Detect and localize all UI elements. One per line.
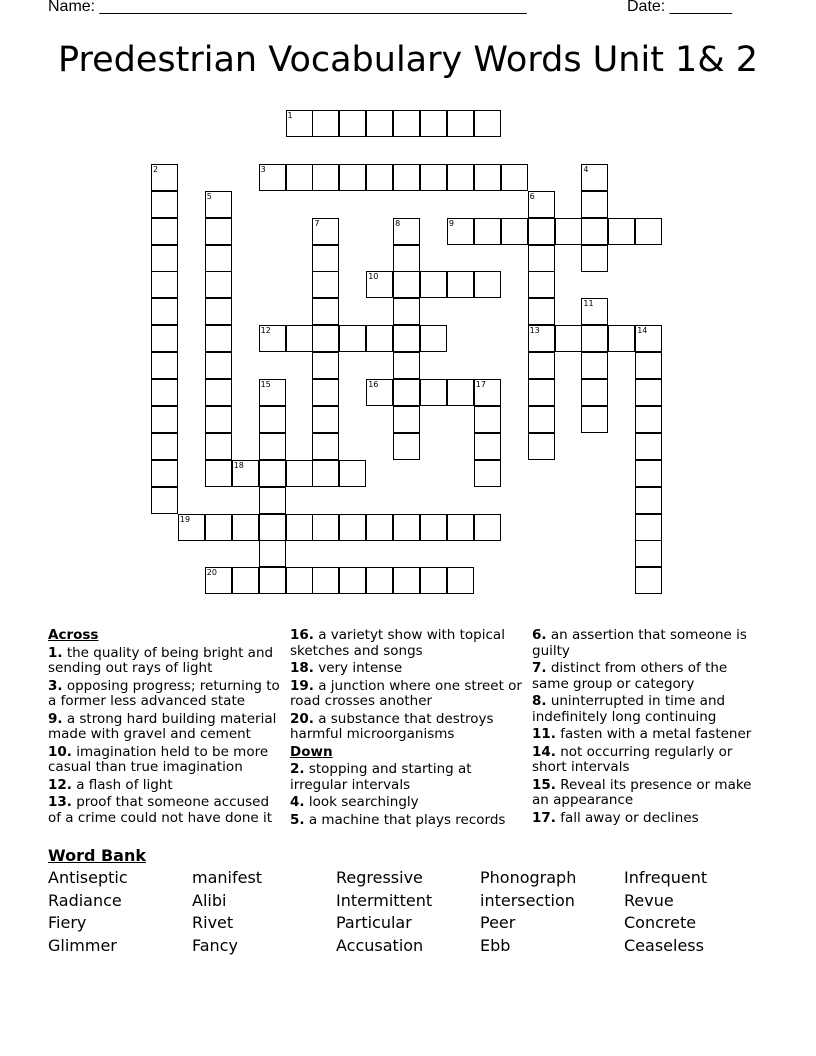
grid-cell[interactable] bbox=[581, 191, 608, 218]
grid-cell[interactable] bbox=[259, 433, 286, 460]
grid-cell[interactable] bbox=[393, 379, 420, 406]
grid-cell[interactable] bbox=[393, 218, 420, 245]
clue-number: 17. bbox=[532, 809, 556, 826]
grid-cell[interactable] bbox=[205, 352, 232, 379]
grid-cell[interactable] bbox=[259, 514, 286, 541]
grid-cell[interactable] bbox=[312, 325, 339, 352]
grid-cell[interactable] bbox=[366, 110, 393, 137]
grid-cell[interactable] bbox=[312, 110, 339, 137]
grid-cell[interactable] bbox=[312, 567, 339, 594]
clue-number: 3. bbox=[48, 677, 63, 694]
grid-cell[interactable] bbox=[528, 325, 555, 352]
clue-number: 15 bbox=[260, 380, 271, 389]
clue bbox=[532, 661, 764, 692]
grid-cell[interactable] bbox=[151, 191, 178, 218]
word-bank-word: manifest bbox=[192, 868, 263, 887]
down-heading: Down bbox=[290, 743, 333, 760]
clue-text: a junction where one street or road crosses another bbox=[290, 677, 522, 709]
grid-cell[interactable] bbox=[528, 191, 555, 218]
word-bank-column bbox=[192, 867, 262, 957]
clue-text: opposing progress; returning to a former less advanced state bbox=[48, 677, 280, 709]
grid-cell[interactable] bbox=[635, 406, 662, 433]
grid-cell[interactable] bbox=[366, 379, 393, 406]
grid-cell[interactable] bbox=[178, 514, 205, 541]
clue bbox=[48, 745, 280, 776]
grid-cell[interactable] bbox=[286, 325, 313, 352]
clue-text: fasten with a metal fastener bbox=[555, 726, 752, 742]
word-bank-word: Revue bbox=[624, 890, 674, 910]
grid-cell[interactable] bbox=[205, 460, 232, 487]
grid-cell[interactable] bbox=[528, 245, 555, 272]
grid-cell[interactable] bbox=[474, 164, 501, 191]
clue-number: 14 bbox=[637, 326, 648, 336]
clue bbox=[48, 646, 280, 677]
grid-cell[interactable] bbox=[259, 379, 286, 406]
clue-number: 9. bbox=[48, 710, 63, 727]
clue-number: 19. bbox=[290, 677, 314, 694]
grid-cell[interactable] bbox=[393, 514, 420, 541]
grid-cell[interactable] bbox=[151, 379, 178, 406]
clue-number: 4 bbox=[583, 164, 589, 174]
clue-number: 3 bbox=[260, 164, 266, 174]
grid-cell[interactable] bbox=[339, 514, 366, 541]
clue-text: a substance that destroys harmful microorganisms bbox=[290, 710, 494, 742]
grid-cell[interactable] bbox=[312, 460, 339, 487]
grid-cell[interactable] bbox=[339, 567, 366, 594]
clue bbox=[532, 694, 764, 725]
grid-cell[interactable] bbox=[259, 487, 286, 514]
grid-cell[interactable] bbox=[393, 406, 420, 433]
clue-number: 16 bbox=[368, 380, 379, 389]
grid-cell[interactable] bbox=[420, 379, 447, 406]
grid-cell[interactable] bbox=[339, 460, 366, 487]
clue bbox=[48, 679, 280, 710]
grid-cell[interactable] bbox=[259, 540, 286, 567]
grid-cell[interactable] bbox=[501, 164, 528, 191]
clue-number: 12 bbox=[260, 326, 271, 336]
grid-cell[interactable] bbox=[528, 218, 555, 245]
word-bank-word: Ebb bbox=[480, 935, 511, 955]
grid-cell[interactable] bbox=[151, 325, 178, 352]
clue-column-2 bbox=[290, 628, 522, 830]
grid-cell[interactable] bbox=[581, 379, 608, 406]
clue bbox=[290, 679, 522, 710]
clue-text: distinct from others of the same group or category bbox=[532, 660, 728, 692]
grid-cell[interactable] bbox=[393, 325, 420, 352]
grid-cell[interactable] bbox=[286, 514, 313, 541]
grid-cell[interactable] bbox=[393, 433, 420, 460]
grid-cell[interactable] bbox=[447, 379, 474, 406]
grid-cell[interactable] bbox=[635, 433, 662, 460]
word-bank-column bbox=[336, 867, 432, 957]
grid-cell[interactable] bbox=[151, 298, 178, 325]
grid-cell[interactable] bbox=[474, 379, 501, 406]
word-bank-word: Intermittent bbox=[336, 890, 433, 910]
grid-cell[interactable] bbox=[635, 487, 662, 514]
grid-cell[interactable] bbox=[393, 164, 420, 191]
grid-cell[interactable] bbox=[635, 540, 662, 567]
clue-text: fall away or declines bbox=[555, 809, 699, 826]
grid-cell[interactable] bbox=[474, 406, 501, 433]
grid-cell[interactable] bbox=[366, 567, 393, 594]
grid-cell[interactable] bbox=[312, 379, 339, 406]
clue-number: 10 bbox=[368, 272, 379, 282]
grid-cell[interactable] bbox=[205, 298, 232, 325]
clue-column-1 bbox=[48, 628, 280, 828]
clue-text: not occurring regularly or short intervals bbox=[532, 743, 733, 775]
grid-cell[interactable] bbox=[635, 460, 662, 487]
clue-number: 2. bbox=[290, 761, 305, 777]
clue-number: 8 bbox=[395, 218, 401, 228]
grid-cell[interactable] bbox=[339, 164, 366, 191]
clue-number: 20. bbox=[290, 710, 314, 727]
grid-cell[interactable] bbox=[420, 164, 447, 191]
grid-cell[interactable] bbox=[420, 110, 447, 137]
grid-cell[interactable] bbox=[474, 218, 501, 245]
clue bbox=[48, 795, 280, 826]
grid-cell[interactable] bbox=[581, 164, 608, 191]
clue-number: 11 bbox=[583, 299, 594, 309]
grid-cell[interactable] bbox=[259, 460, 286, 487]
grid-cell[interactable] bbox=[581, 352, 608, 379]
grid-cell[interactable] bbox=[528, 433, 555, 460]
word-bank-word: Radiance bbox=[48, 890, 122, 910]
grid-cell[interactable] bbox=[259, 164, 286, 191]
down-clues-part-2 bbox=[532, 628, 764, 826]
across-clues-part-1 bbox=[48, 646, 280, 827]
grid-cell[interactable] bbox=[312, 514, 339, 541]
grid-cell[interactable] bbox=[581, 406, 608, 433]
clue bbox=[290, 661, 522, 677]
grid-cell[interactable] bbox=[259, 325, 286, 352]
grid-cell[interactable] bbox=[581, 218, 608, 245]
word-bank-word: Fancy bbox=[192, 935, 238, 955]
grid-cell[interactable] bbox=[608, 325, 635, 352]
clue-text: look searchingly bbox=[304, 794, 419, 810]
grid-cell[interactable] bbox=[151, 487, 178, 514]
name-field[interactable]: Name: ________________________________________________ bbox=[48, 0, 527, 15]
clue bbox=[48, 712, 280, 743]
clue-number: 6 bbox=[529, 191, 535, 201]
grid-cell[interactable] bbox=[339, 110, 366, 137]
grid-cell[interactable] bbox=[474, 460, 501, 487]
grid-cell[interactable] bbox=[232, 460, 259, 487]
grid-cell[interactable] bbox=[447, 110, 474, 137]
word-bank-column bbox=[624, 867, 707, 957]
grid-cell[interactable] bbox=[393, 271, 420, 298]
clue-text: the quality of being bright and sending out rays of light bbox=[48, 644, 274, 676]
grid-cell[interactable] bbox=[366, 164, 393, 191]
clue-number: 4. bbox=[290, 794, 305, 810]
clue bbox=[532, 628, 764, 659]
clue-number: 5. bbox=[290, 811, 305, 828]
grid-cell[interactable] bbox=[151, 406, 178, 433]
grid-cell[interactable] bbox=[393, 245, 420, 272]
grid-cell[interactable] bbox=[555, 325, 582, 352]
grid-cell[interactable] bbox=[528, 406, 555, 433]
grid-cell[interactable] bbox=[474, 110, 501, 137]
grid-cell[interactable] bbox=[474, 433, 501, 460]
clue bbox=[290, 712, 522, 743]
clue bbox=[290, 762, 522, 793]
clue-number: 17 bbox=[475, 380, 486, 389]
clue bbox=[532, 811, 764, 827]
word-bank-word: Infrequent bbox=[624, 868, 708, 887]
clue bbox=[532, 727, 764, 743]
grid-cell[interactable] bbox=[205, 325, 232, 352]
clue-text: uninterrupted in time and indefinitely long continuing bbox=[532, 693, 726, 725]
clue-text: proof that someone accused of a crime could not have done it bbox=[48, 794, 273, 826]
clue-number: 2 bbox=[153, 164, 159, 174]
grid-cell[interactable] bbox=[635, 514, 662, 541]
grid-cell[interactable] bbox=[555, 218, 582, 245]
grid-cell[interactable] bbox=[205, 218, 232, 245]
clue-text: Reveal its presence or make an appearance bbox=[532, 776, 752, 808]
grid-cell[interactable] bbox=[528, 271, 555, 298]
grid-cell[interactable] bbox=[286, 460, 313, 487]
grid-cell[interactable] bbox=[608, 218, 635, 245]
grid-cell[interactable] bbox=[635, 218, 662, 245]
grid-cell[interactable] bbox=[286, 110, 313, 137]
grid-cell[interactable] bbox=[366, 514, 393, 541]
grid-cell[interactable] bbox=[420, 271, 447, 298]
grid-cell[interactable] bbox=[501, 218, 528, 245]
word-bank-column bbox=[48, 867, 128, 957]
word-bank-word: Concrete bbox=[624, 913, 697, 933]
clue-number: 11. bbox=[532, 726, 556, 742]
across-heading: Across bbox=[48, 627, 99, 643]
grid-cell[interactable] bbox=[447, 271, 474, 298]
grid-cell[interactable] bbox=[366, 271, 393, 298]
grid-cell[interactable] bbox=[635, 379, 662, 406]
grid-cell[interactable] bbox=[151, 218, 178, 245]
clue bbox=[290, 795, 522, 811]
clue-number: 6. bbox=[532, 627, 547, 643]
grid-cell[interactable] bbox=[393, 110, 420, 137]
grid-cell[interactable] bbox=[420, 325, 447, 352]
grid-cell[interactable] bbox=[447, 567, 474, 594]
grid-cell[interactable] bbox=[312, 164, 339, 191]
grid-cell[interactable] bbox=[447, 218, 474, 245]
clue-number: 16. bbox=[290, 627, 314, 643]
grid-cell[interactable] bbox=[151, 460, 178, 487]
clue-number: 1 bbox=[287, 111, 293, 120]
clue-number: 15. bbox=[532, 776, 556, 793]
grid-cell[interactable] bbox=[420, 567, 447, 594]
grid-cell[interactable] bbox=[393, 352, 420, 379]
word-bank-word: intersection bbox=[480, 890, 575, 910]
grid-cell[interactable] bbox=[312, 245, 339, 272]
grid-cell[interactable] bbox=[312, 433, 339, 460]
grid-cell[interactable] bbox=[581, 325, 608, 352]
clue-text: a strong hard building material made with gravel and cement bbox=[48, 710, 277, 742]
clue-number: 18 bbox=[233, 460, 244, 470]
grid-cell[interactable] bbox=[312, 298, 339, 325]
clue bbox=[290, 813, 522, 829]
clue-text: a flash of light bbox=[71, 776, 173, 793]
clue-text: stopping and starting at irregular intervals bbox=[290, 761, 472, 793]
grid-cell[interactable] bbox=[259, 406, 286, 433]
grid-cell[interactable] bbox=[393, 567, 420, 594]
down-clues-part-1 bbox=[290, 762, 522, 828]
grid-cell[interactable] bbox=[205, 433, 232, 460]
grid-cell[interactable] bbox=[205, 379, 232, 406]
grid-cell[interactable] bbox=[205, 406, 232, 433]
grid-cell[interactable] bbox=[528, 352, 555, 379]
clue-column-3 bbox=[532, 628, 764, 828]
word-bank-word: Glimmer bbox=[48, 935, 117, 955]
grid-cell[interactable] bbox=[393, 298, 420, 325]
grid-cell[interactable] bbox=[312, 406, 339, 433]
grid-cell[interactable] bbox=[635, 567, 662, 594]
word-bank-title: Word Bank bbox=[48, 846, 147, 865]
clue bbox=[532, 778, 764, 809]
grid-cell[interactable] bbox=[447, 164, 474, 191]
clue-number: 7 bbox=[314, 218, 320, 228]
clue-number: 18. bbox=[290, 660, 314, 676]
clue bbox=[48, 778, 280, 794]
clue-number: 20 bbox=[206, 568, 217, 578]
grid-cell[interactable] bbox=[366, 325, 393, 352]
grid-cell[interactable] bbox=[474, 514, 501, 541]
grid-cell[interactable] bbox=[232, 514, 259, 541]
word-bank-word: Peer bbox=[480, 913, 516, 933]
grid-cell[interactable] bbox=[259, 567, 286, 594]
word-bank-word: Particular bbox=[336, 913, 412, 933]
grid-cell[interactable] bbox=[151, 245, 178, 272]
grid-cell[interactable] bbox=[528, 379, 555, 406]
word-bank-word: Alibi bbox=[192, 890, 227, 910]
grid-cell[interactable] bbox=[205, 514, 232, 541]
clue-number: 13 bbox=[529, 326, 540, 336]
grid-cell[interactable] bbox=[205, 191, 232, 218]
grid-cell[interactable] bbox=[474, 271, 501, 298]
grid-cell[interactable] bbox=[339, 325, 366, 352]
grid-cell[interactable] bbox=[447, 514, 474, 541]
grid-cell[interactable] bbox=[286, 164, 313, 191]
clue-number: 10. bbox=[48, 743, 72, 760]
word-bank-word: Phonograph bbox=[480, 868, 577, 887]
clue-number: 5 bbox=[206, 191, 212, 201]
clue-number: 1. bbox=[48, 644, 63, 661]
grid-cell[interactable] bbox=[635, 325, 662, 352]
page-title: Predestrian Vocabulary Words Unit 1& 2 bbox=[58, 40, 758, 80]
word-bank-column bbox=[480, 867, 576, 957]
clue-text: a machine that plays records bbox=[304, 811, 506, 828]
grid-cell[interactable] bbox=[581, 245, 608, 272]
clue bbox=[290, 628, 522, 659]
grid-cell[interactable] bbox=[151, 433, 178, 460]
grid-cell[interactable] bbox=[312, 352, 339, 379]
grid-cell[interactable] bbox=[205, 245, 232, 272]
clue-text: an assertion that someone is guilty bbox=[532, 627, 747, 659]
word-bank-word: Fiery bbox=[48, 913, 87, 933]
clue-number: 9 bbox=[448, 218, 454, 228]
word-bank-word: Ceaseless bbox=[624, 935, 704, 955]
grid-cell[interactable] bbox=[312, 218, 339, 245]
clue-number: 8. bbox=[532, 693, 547, 709]
grid-cell[interactable] bbox=[151, 352, 178, 379]
date-field[interactable]: Date: _______ bbox=[627, 0, 732, 15]
word-bank-word: Accusation bbox=[336, 935, 424, 955]
word-bank-word: Antiseptic bbox=[48, 868, 128, 887]
clue-number: 19 bbox=[179, 514, 191, 524]
clue-text: imagination held to be more casual than true imagination bbox=[48, 743, 269, 775]
grid-cell[interactable] bbox=[528, 298, 555, 325]
grid-cell[interactable] bbox=[151, 271, 178, 298]
grid-cell[interactable] bbox=[151, 164, 178, 191]
grid-cell[interactable] bbox=[205, 567, 232, 594]
word-bank-word: Rivet bbox=[192, 913, 234, 933]
clue-text: a varietyt show with topical sketches and songs bbox=[290, 627, 505, 659]
clue-number: 14. bbox=[532, 743, 556, 760]
grid-cell[interactable] bbox=[312, 271, 339, 298]
word-bank-word: Regressive bbox=[336, 868, 423, 887]
clue bbox=[532, 745, 764, 776]
clue-text: very intense bbox=[313, 660, 403, 676]
grid-cell[interactable] bbox=[232, 567, 259, 594]
grid-cell[interactable] bbox=[205, 271, 232, 298]
grid-cell[interactable] bbox=[635, 352, 662, 379]
clue-number: 13. bbox=[48, 794, 72, 810]
grid-cell[interactable] bbox=[420, 514, 447, 541]
grid-cell[interactable] bbox=[286, 567, 313, 594]
grid-cell[interactable] bbox=[581, 298, 608, 325]
clue-number: 12. bbox=[48, 776, 72, 793]
clue-number: 7. bbox=[532, 660, 547, 676]
across-clues-part-2 bbox=[290, 628, 522, 743]
